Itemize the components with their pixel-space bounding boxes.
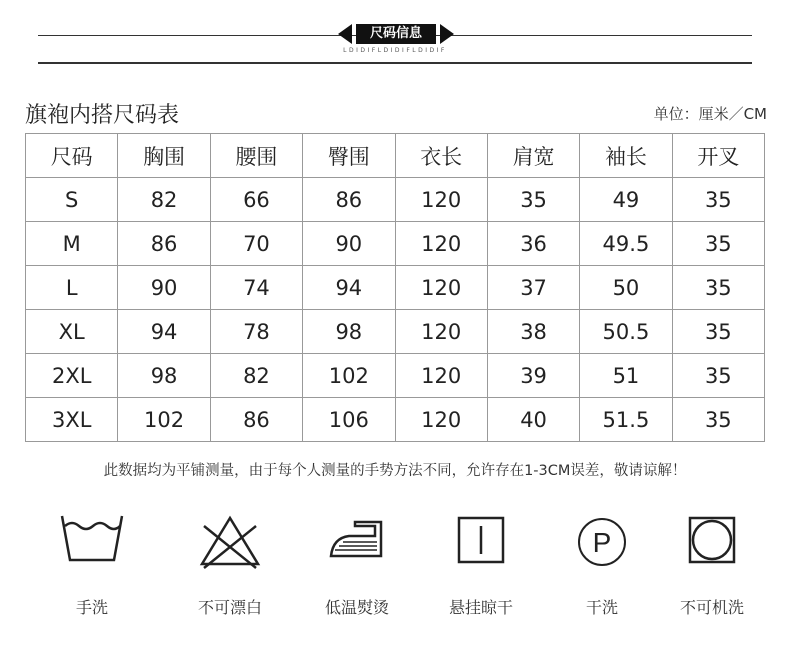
table-row	[26, 354, 765, 398]
care-item-no-bleach	[168, 512, 288, 622]
measurement-cell: 70	[210, 222, 302, 266]
measurement-cell: 37	[487, 266, 579, 310]
header-rule-bottom	[38, 62, 752, 64]
measurement-cell: 120	[395, 266, 487, 310]
measurement-cell: 86	[303, 178, 395, 222]
no-bleach-icon	[198, 512, 262, 572]
care-item-low-iron	[295, 512, 415, 622]
measurement-cell: 74	[210, 266, 302, 310]
column-header: 开叉	[672, 134, 764, 178]
dry-clean-symbol: P	[592, 527, 612, 558]
measurement-cell: 82	[210, 354, 302, 398]
size-cell: 2XL	[26, 354, 118, 398]
measurement-cell: 35	[672, 354, 764, 398]
page-title: 旗袍内搭尺码表	[25, 103, 180, 128]
measurement-cell: 120	[395, 310, 487, 354]
measurement-cell: 82	[118, 178, 210, 222]
size-cell: L	[26, 266, 118, 310]
size-cell: S	[26, 178, 118, 222]
column-header: 腰围	[210, 134, 302, 178]
measurement-cell: 94	[303, 266, 395, 310]
measurement-cell: 50.5	[580, 310, 672, 354]
low-iron-icon	[325, 512, 389, 572]
care-label: 不可漂白	[197, 598, 262, 617]
measurement-cell: 35	[672, 266, 764, 310]
measurement-cell: 102	[118, 398, 210, 442]
size-cell: 3XL	[26, 398, 118, 442]
care-label: 不可机洗	[679, 598, 744, 617]
size-cell: M	[26, 222, 118, 266]
measurement-cell: 98	[118, 354, 210, 398]
measurement-cell: 94	[118, 310, 210, 354]
measurement-cell: 50	[580, 266, 672, 310]
measurement-cell: 90	[118, 266, 210, 310]
measurement-cell: 86	[118, 222, 210, 266]
dry-clean-icon	[570, 512, 634, 572]
column-header: 胸围	[118, 134, 210, 178]
measurement-cell: 36	[487, 222, 579, 266]
banner-flag-left	[338, 24, 352, 44]
measurement-cell: 120	[395, 354, 487, 398]
measurement-cell: 86	[210, 398, 302, 442]
measurement-cell: 40	[487, 398, 579, 442]
column-header: 肩宽	[487, 134, 579, 178]
section-badge: 尺码信息	[356, 24, 436, 44]
table-row	[26, 310, 765, 354]
measurement-cell: 51.5	[580, 398, 672, 442]
care-item-dry-clean	[540, 512, 660, 622]
banner-flag-right	[440, 24, 454, 44]
measurement-note: 此数据均为平铺测量，由于每个人测量的手势方法不同，允许存在1-3CM误差，敬请谅解！	[103, 463, 687, 479]
table-row	[26, 266, 765, 310]
measurement-cell: 35	[672, 398, 764, 442]
hand-wash-icon	[60, 512, 124, 572]
measurement-cell: 120	[395, 222, 487, 266]
care-item-no-machine-wash	[650, 512, 770, 622]
column-header: 袖长	[580, 134, 672, 178]
measurement-cell: 49	[580, 178, 672, 222]
table-header-row	[26, 134, 765, 178]
measurement-cell: 106	[303, 398, 395, 442]
size-table	[25, 133, 765, 442]
banner-subtitle: LDIDIFLDIDIFLDIDIF	[343, 47, 447, 54]
care-label: 干洗	[585, 598, 618, 617]
measurement-cell: 98	[303, 310, 395, 354]
measurement-cell: 90	[303, 222, 395, 266]
measurement-cell: 49.5	[580, 222, 672, 266]
measurement-cell: 38	[487, 310, 579, 354]
care-label: 低温熨烫	[324, 598, 389, 617]
measurement-cell: 35	[672, 178, 764, 222]
table-row	[26, 178, 765, 222]
measurement-cell: 35	[672, 310, 764, 354]
size-cell: XL	[26, 310, 118, 354]
measurement-cell: 78	[210, 310, 302, 354]
hang-dry-icon	[449, 512, 513, 572]
column-header: 衣长	[395, 134, 487, 178]
measurement-cell: 120	[395, 178, 487, 222]
care-item-hang-dry	[419, 512, 539, 622]
measurement-cell: 35	[672, 222, 764, 266]
measurement-cell: 120	[395, 398, 487, 442]
care-label: 手洗	[75, 598, 108, 617]
measurement-cell: 66	[210, 178, 302, 222]
care-item-hand-wash	[30, 512, 150, 622]
unit-label: 单位：厘米／CM	[653, 105, 767, 123]
measurement-cell: 39	[487, 354, 579, 398]
column-header: 尺码	[26, 134, 118, 178]
measurement-cell: 35	[487, 178, 579, 222]
care-label: 悬挂晾干	[448, 598, 513, 617]
table-row	[26, 222, 765, 266]
measurement-cell: 51	[580, 354, 672, 398]
measurement-cell: 102	[303, 354, 395, 398]
table-row	[26, 398, 765, 442]
column-header: 臀围	[303, 134, 395, 178]
no-tumble-dry-icon	[680, 512, 744, 572]
